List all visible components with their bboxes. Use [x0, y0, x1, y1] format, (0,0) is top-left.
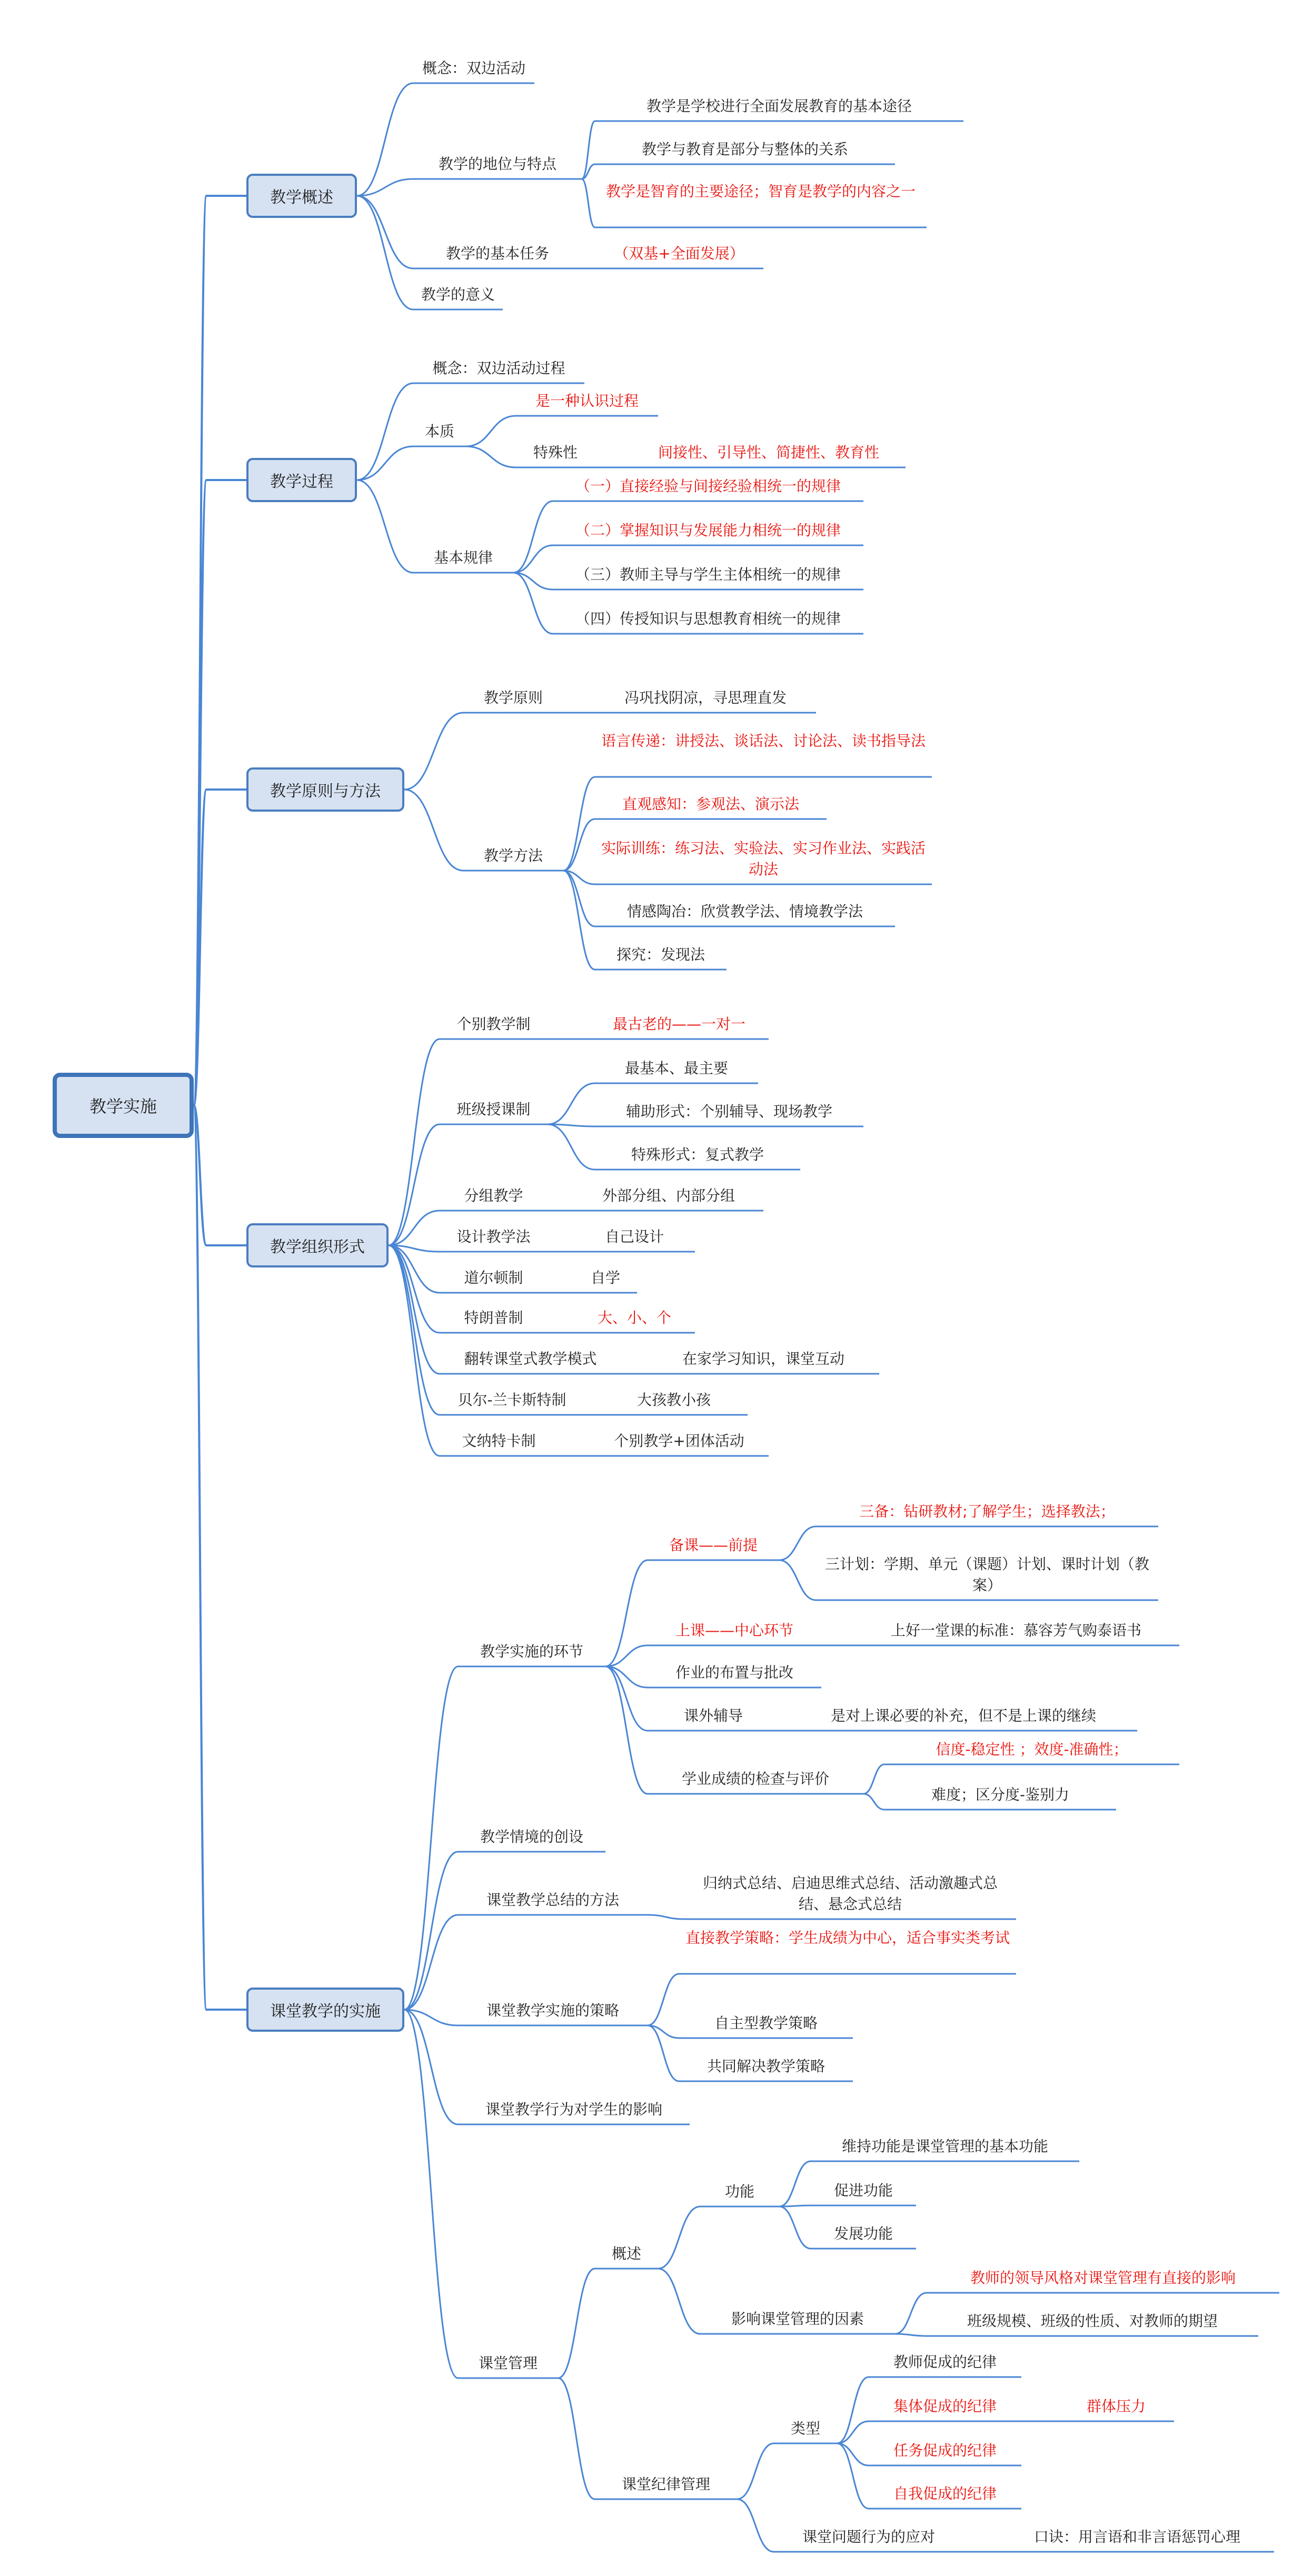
connector-yz_2a	[563, 777, 595, 871]
node-kt-1a1[interactable]: 三备：钻研教材;了解学生；选择教法；	[859, 1503, 1115, 1520]
node-gc-2[interactable]: 本质	[424, 423, 454, 440]
node-gs-2a[interactable]: 教学是学校进行全面发展教育的基本途径	[646, 97, 912, 115]
node-zz-8a[interactable]: 大孩教小孩	[636, 1391, 711, 1409]
node-zz-6a[interactable]: 大、小、个	[597, 1309, 671, 1326]
node-zz-3[interactable]: 分组教学	[464, 1187, 523, 1204]
topic-yuanze-fangfa[interactable]: 教学原则与方法	[246, 767, 404, 812]
node-yz-2c[interactable]: 实际训练：练习法、实验法、实习作业法、实践活动法	[601, 840, 926, 878]
connector-kt_6b	[558, 2378, 595, 2499]
node-yz-2e[interactable]: 探究：发现法	[616, 946, 705, 963]
node-zz-3a[interactable]: 外部分组、内部分组	[602, 1187, 735, 1204]
node-kt-6b2[interactable]: 课堂问题行为的应对	[802, 2528, 935, 2545]
node-kt-4b[interactable]: 自主型教学策略	[714, 2014, 818, 2032]
connector-zz_1	[389, 1039, 440, 1245]
connector-gs_3	[357, 196, 413, 268]
node-gc-3d[interactable]: （四）传授知识与思想教育相统一的规律	[575, 610, 841, 627]
node-kt-6b1c[interactable]: 任务促成的纪律	[893, 2442, 997, 2459]
connector-kt_6a	[558, 2269, 595, 2378]
node-kt-6a2b[interactable]: 班级规模、班级的性质、对教师的期望	[967, 2312, 1218, 2330]
connector-kt_6a2b	[895, 2334, 927, 2336]
node-zz-7a[interactable]: 在家学习知识，课堂互动	[682, 1350, 844, 1367]
node-kt-6a2a[interactable]: 教师的领导风格对课堂管理有直接的影响	[970, 2269, 1236, 2287]
node-kt-5[interactable]: 课堂教学行为对学生的影响	[485, 2101, 662, 2118]
connector-kt_1	[404, 1666, 458, 2010]
node-gc-3[interactable]: 基本规律	[433, 549, 493, 566]
node-gs-3[interactable]: 教学的基本任务	[445, 245, 549, 262]
connector-gs_2	[357, 179, 413, 196]
node-zz-5[interactable]: 道尔顿制	[464, 1269, 523, 1286]
node-kt-6b1[interactable]: 类型	[790, 2420, 820, 2437]
connector-zz_2a	[548, 1083, 595, 1124]
connector-gc_3a	[513, 501, 553, 573]
node-kt-6a1c[interactable]: 发展功能	[833, 2225, 893, 2242]
connector-kt_6b1	[737, 2443, 774, 2499]
connector-kt_4a	[648, 1974, 679, 2025]
connector-yz_2	[404, 790, 463, 871]
node-kt-3[interactable]: 课堂教学总结的方法	[486, 1891, 619, 1909]
connector-zz_6	[389, 1245, 440, 1333]
node-kt-1a[interactable]: 备课——前提	[669, 1536, 758, 1554]
node-kt-4c[interactable]: 共同解决教学策略	[707, 2058, 825, 2075]
node-kt-6b1d[interactable]: 自我促成的纪律	[893, 2485, 997, 2502]
connector-kt_3a	[648, 1915, 684, 1919]
node-kt-6b1a[interactable]: 教师促成的纪律	[893, 2353, 997, 2371]
connector-kt_6a2a	[895, 2293, 927, 2334]
connector-kt_6b2	[737, 2499, 774, 2552]
connector-kt_6a1c	[779, 2206, 811, 2249]
node-yz-1a[interactable]: 冯巩找阴凉，寻思理直发	[624, 689, 787, 706]
connector-kt_1e1	[863, 1764, 884, 1794]
node-zz-9[interactable]: 文纳特卡制	[462, 1432, 536, 1450]
node-kt-6a[interactable]: 概述	[611, 2245, 641, 2262]
node-zz-7[interactable]: 翻转课堂式教学模式	[464, 1350, 597, 1367]
topic-jiaoxue-guocheng[interactable]: 教学过程	[246, 458, 357, 502]
node-zz-2a[interactable]: 最基本、最主要	[624, 1060, 728, 1077]
node-yz-1[interactable]: 教学原则	[483, 689, 543, 706]
node-zz-1a[interactable]: 最古老的——一对一	[612, 1015, 745, 1033]
node-kt-1b1[interactable]: 上好一堂课的标准：慕容芳气购泰语书	[890, 1622, 1141, 1639]
connector-gs_2c	[582, 179, 595, 227]
node-yz-2b[interactable]: 直观感知：参观法、演示法	[622, 795, 799, 813]
connector-zz_9	[389, 1245, 440, 1456]
connector-zz_2c	[548, 1124, 595, 1170]
topic-zuzhi-xingshi[interactable]: 教学组织形式	[246, 1223, 389, 1267]
node-kt-1e1[interactable]: 信度-稳定性 ；效度-准确性；	[936, 1741, 1128, 1758]
node-kt-6b2a[interactable]: 口诀：用言语和非言语惩罚心理	[1033, 2528, 1240, 2545]
node-gc-3c[interactable]: （三）教师主导与学生主体相统一的规律	[575, 566, 841, 583]
node-kt-6b1b[interactable]: 集体促成的纪律	[893, 2398, 997, 2415]
node-kt-1d1[interactable]: 是对上课必要的补充，但不是上课的继续	[830, 1707, 1096, 1724]
connector-gc_2a	[466, 416, 516, 446]
node-zz-4a[interactable]: 自己设计	[604, 1228, 664, 1245]
connector-kt_1a1	[779, 1526, 816, 1560]
connector-kt_5	[404, 2010, 458, 2124]
node-kt-1e[interactable]: 学业成绩的检查与评价	[681, 1770, 829, 1788]
node-kt-6b[interactable]: 课堂纪律管理	[621, 2475, 710, 2493]
connector-gc_1	[357, 383, 413, 480]
node-zz-1[interactable]: 个别教学制	[456, 1015, 531, 1033]
connector-kt_6a2	[658, 2269, 700, 2334]
node-zz-4[interactable]: 设计教学法	[456, 1228, 531, 1245]
connector-gc_3	[357, 480, 413, 573]
node-gs-4[interactable]: 教学的意义	[421, 286, 495, 303]
node-gc-3b[interactable]: （二）掌握知识与发展能力相统一的规律	[575, 522, 841, 539]
node-kt-1a2[interactable]: 三计划：学期、单元（课题）计划、课时计划（教案）	[824, 1555, 1149, 1594]
connector-kt_6a1	[658, 2206, 700, 2269]
connector-kt_6a1a	[779, 2161, 811, 2206]
node-kt-1d[interactable]: 课外辅导	[683, 1707, 743, 1724]
node-gc-1[interactable]: 概念：双边活动过程	[432, 360, 565, 377]
connector-kt_1e	[605, 1666, 648, 1794]
node-gc-2b1[interactable]: 间接性、引导性、简捷性、教育性	[658, 444, 879, 461]
node-yz-2d[interactable]: 情感陶冶：欣赏教学法、情境教学法	[626, 903, 863, 920]
connector-kt_1e2	[863, 1794, 884, 1810]
connector-gs_4	[357, 196, 413, 309]
connector-gc_2b	[466, 446, 516, 467]
node-gs-1[interactable]: 概念：双边活动	[422, 59, 525, 77]
node-zz-2[interactable]: 班级授课制	[456, 1101, 531, 1118]
node-zz-8[interactable]: 贝尔-兰卡斯特制	[457, 1391, 566, 1409]
topic-jiaoxue-gaishu[interactable]: 教学概述	[246, 174, 357, 218]
connector-kt_2	[404, 1852, 458, 2010]
node-kt-1b[interactable]: 上课——中心环节	[675, 1622, 793, 1639]
node-kt-6a1a[interactable]: 维持功能是课堂管理的基本功能	[841, 2138, 1048, 2155]
node-gc-2a[interactable]: 是一种认识过程	[535, 392, 639, 410]
node-gs-3a[interactable]: （双基+全面发展）	[614, 245, 744, 262]
node-yz-2[interactable]: 教学方法	[483, 847, 543, 864]
node-gs-2b[interactable]: 教学与教育是部分与整体的关系	[641, 141, 848, 158]
topic-ketang-shishi[interactable]: 课堂教学的实施	[246, 1988, 404, 2032]
node-kt-6a2[interactable]: 影响课堂管理的因素	[731, 2310, 864, 2328]
node-kt-6b1b1[interactable]: 群体压力	[1086, 2398, 1146, 2415]
connector-kt_4c	[648, 2025, 679, 2081]
connector-yz_1	[404, 713, 463, 790]
node-gc-3a[interactable]: （一）直接经验与间接经验相统一的规律	[575, 477, 841, 495]
root-topic[interactable]: 教学实施	[53, 1073, 194, 1138]
node-zz-6[interactable]: 特朗普制	[464, 1309, 523, 1326]
node-yz-2a[interactable]: 语言传递：讲授法、谈话法、讨论法、读书指导法	[601, 732, 926, 750]
node-kt-4a[interactable]: 直接教学策略：学生成绩为中心，适合事实类考试	[685, 1929, 1010, 1946]
connector-gc_2	[357, 446, 413, 480]
node-kt-1c[interactable]: 作业的布置与批改	[675, 1664, 793, 1681]
node-kt-6a1[interactable]: 功能	[724, 2183, 754, 2200]
connector-kt_1a2	[779, 1560, 816, 1600]
node-kt-6a1b[interactable]: 促进功能	[833, 2182, 893, 2199]
connector-yz_2e	[563, 871, 595, 970]
node-gc-2b[interactable]: 特殊性	[533, 444, 578, 461]
node-kt-6[interactable]: 课堂管理	[478, 2354, 538, 2372]
node-zz-9a[interactable]: 个别教学+团体活动	[614, 1432, 744, 1450]
node-zz-2b[interactable]: 辅助形式：个别辅导、现场教学	[625, 1103, 832, 1120]
node-kt-3a[interactable]: 归纳式总结、启迪思维式总结、活动激趣式总结、悬念式总结	[702, 1874, 998, 1913]
node-kt-4[interactable]: 课堂教学实施的策略	[486, 2002, 619, 2019]
node-gs-2c[interactable]: 教学是智育的主要途径；智育是教学的内容之一	[605, 183, 916, 200]
node-zz-2c[interactable]: 特殊形式：复式教学	[631, 1146, 764, 1163]
connector-gc_3b	[513, 545, 553, 573]
node-kt-2[interactable]: 教学情境的创设	[480, 1828, 583, 1845]
node-kt-1[interactable]: 教学实施的环节	[480, 1643, 583, 1660]
node-zz-5a[interactable]: 自学	[590, 1269, 620, 1286]
node-gs-2[interactable]: 教学的地位与特点	[438, 155, 556, 173]
node-kt-1e2[interactable]: 难度；区分度-鉴别力	[931, 1786, 1070, 1803]
connector-kt_1a	[605, 1560, 648, 1666]
